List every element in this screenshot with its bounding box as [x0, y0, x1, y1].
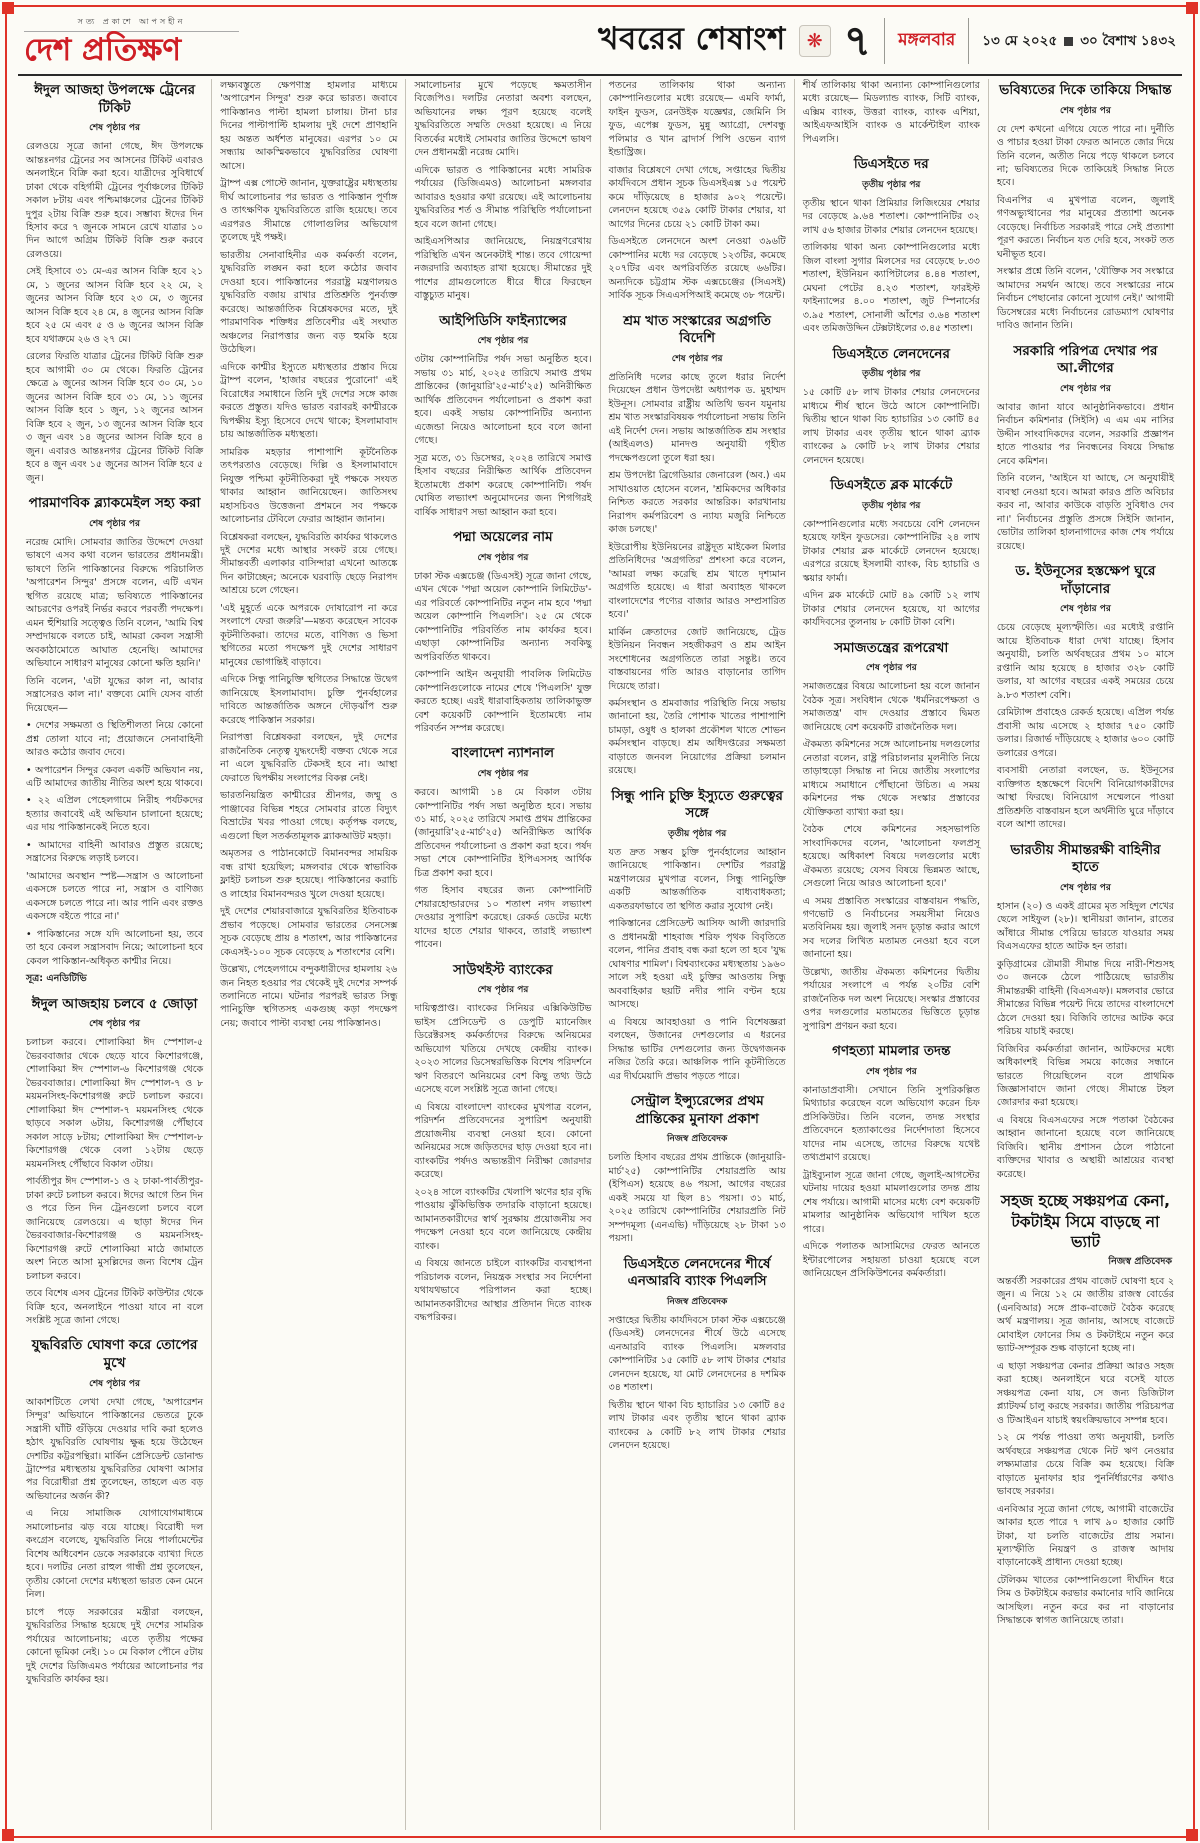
article-paragraph: ভারতনিয়ন্ত্রিত কাশ্মীরের শ্রীনগর, জম্মু ও পাঞ্জাবের বিভিন্ন শহরে সোমবার রাতে বিদ্যুৎ বিভ্রাটের খবর পাওয়া গেছে। কর্তৃপক্ষ বলছে, এগুলো ছিল সতর্কতামূলক ব্ল্যাকআউট মহড়া। — [220, 790, 398, 842]
article-paragraph: ট্রাইব্যুনাল সূত্রে জানা গেছে, জুলাই-আগস্টের ঘটনায় দায়ের হওয়া মামলাগুলোর তদন্ত প্রায় শেষ পর্যায়ে। আগামী মাসের মধ্যে বেশ কয়েকটি মামলার আনুষ্ঠানিক অভিযোগ দাখিল হতে পারে। — [802, 1169, 980, 1235]
article-paragraph: এনবিআর সূত্রে জানা গেছে, আগামী বাজেটের আকার হতে পারে ৭ লাখ ৯০ হাজার কোটি টাকা, যা চলতি বাজেটের প্রায় সমান। মূল্যস্ফীতি নিয়ন্ত্রণ ও রাজস্ব আদায় বাড়ানোকেই প্রাধান্য দেওয়া হচ্ছে। — [996, 1503, 1175, 1569]
article — [414, 529, 591, 735]
article-paragraph: এ বিষয়ে বিএসএফের সঙ্গে পতাকা বৈঠকের আহ্বান জানানো হয়েছে বলে জানিয়েছে বিজিবি। স্থানীয় প্রশাসন ঠেলে পাঠানো ব্যক্তিদের খাবার ও অস্থায়ী আশ্রয়ের ব্যবস্থা করেছে। — [996, 1114, 1175, 1180]
article-headline: গণহত্যা মামলার তদন্ত — [832, 1043, 951, 1060]
masthead-tagline: সত্য প্রকাশে আপসহীন — [24, 16, 239, 32]
article — [609, 313, 786, 778]
article-paragraph: এ সময় প্রস্তাবিত সংস্কারের বাস্তবায়ন পদ্ধতি, গণভোট ও নির্বাচনের সময়সীমা নিয়েও মতবিনিময় হয়। জুলাই সনদ চূড়ান্ত করার আগে সব দলের লিখিত মতামত নেওয়া হবে বলে জানানো হয়। — [802, 895, 980, 961]
continued-from-tag: শেষ পৃষ্ঠার পর — [89, 518, 140, 529]
article-paragraph: ট্রাম্প এক্স পোস্টে জানান, যুক্তরাষ্ট্রের মধ্যস্থতায় দীর্ঘ আলোচনার পর ভারত ও পাকিস্তান পূর্ণাঙ্গ ও তাৎক্ষণিক যুদ্ধবিরতিতে রাজি হয়েছে। তবে এরপরও সীমান্তে গোলাগুলির অভিযোগ তুলেছে দুই পক্ষই। — [220, 178, 398, 244]
article-paragraph: বিশ্লেষকরা বলছেন, যুদ্ধবিরতি কার্যকর থাকলেও দুই দেশের মধ্যে আস্থার সংকট রয়ে গেছে। সীমান্তবর্তী এলাকার বাসিন্দারা এখনো আতঙ্কে দিন কাটাচ্ছেন; অনেকে ঘরবাড়ি ছেড়ে নিরাপদ আশ্রয়ে চলে গেছেন। — [220, 531, 398, 597]
corner-mark — [2, 1829, 14, 1841]
article-paragraph: চাপে পড়ে সরকারের মন্ত্রীরা বলছেন, যুদ্ধবিরতির সিদ্ধান্ত হয়েছে দুই দেশের সামরিক পর্যায়ের আলোচনায়; এতে তৃতীয় পক্ষের কোনো ভূমিকা নেই। ১০ মে বিকাল পৌনে ৫টায় দুই দেশের ডিজিএমও পর্যায়ের আলোচনার পর যুদ্ধবিরতি কার্যকর হয়। — [26, 1606, 204, 1686]
article-paragraph: সেই হিসাবে ৩১ মে-এর আসন বিক্রি হবে ২১ মে, ১ জুনের আসন বিক্রি হবে ২২ মে, ২ জুনের আসন বিক্রি হবে ২৩ মে, ৩ জুনের আসন বিক্রি হবে ২৪ মে, ৪ জুনের আসন বিক্রি হবে ২৫ মে এবং ৫ ও ৬ জুনের আসন বিক্রি হবে যথাক্রমে ২৬ ও ২৭ মে। — [26, 266, 204, 345]
article-paragraph: সূত্র মতে, ৩১ ডিসেম্বর, ২০২৪ তারিখে সমাপ্ত হিসাব বছরের নিরীক্ষিত আর্থিক প্রতিবেদন ইতোমধ্যে প্রকাশ করেছে কোম্পানিটি। পর্ষদ ঘোষিত লভ্যাংশ অনুমোদনের জন্য শিগগিরই বার্ষিক সাধারণ সভা আহ্বান করা হবে। — [414, 452, 592, 518]
article — [26, 996, 203, 1328]
article — [26, 495, 203, 986]
article — [997, 82, 1174, 333]
article-headline: ভবিষ্যতের দিকে তাকিয়ে সিদ্ধান্ত — [999, 82, 1172, 98]
article-paragraph: কুড়িগ্রামের রৌমারী সীমান্ত দিয়ে নারী-শিশুসহ ৩০ জনকে ঠেলে পাঠিয়েছে ভারতীয় সীমান্তরক্ষী বাহিনী (বিএসএফ)। মঙ্গলবার ভোরে সীমান্তের বিভিন্ন পয়েন্ট দিয়ে তাদের বাংলাদেশে ঠেলে দেওয়া হয়। বিজিবি তাদের আটক করে পরিচয় যাচাই করছে। — [996, 958, 1175, 1038]
article-headline: শ্রম খাত সংস্কারের অগ্রগতি বিদেশি — [623, 312, 771, 347]
article-paragraph: আকাশটিতে লেখা দেখা গেছে, 'অপারেশন সিন্দুর' অভিযানে পাকিস্তানের ভেতরে ঢুকে সন্ত্রাসী ঘাঁটি গুঁড়িয়ে দেওয়ার দাবি করা হলেও হঠাৎ যুদ্ধবিরতি ঘোষণায় ক্ষুব্ধ হয়ে উঠেছেন দেশটির কট্টরপন্থিরা। মার্কিন প্রেসিডেন্ট ডোনাল্ড ট্রাম্পের মধ্যস্থতায় যুদ্ধবিরতির ঘোষণা আসার পর বিরোধীরা প্রশ্ন তুলেছেন, তাহলে এত বড় অভিযানের অর্জন কী? — [26, 1396, 204, 1502]
article — [803, 346, 980, 467]
article-headline: পারমাণবিক ব্ল্যাকমেইল সহ্য করা — [28, 495, 201, 512]
page-header — [18, 13, 1182, 76]
article-paragraph: দ্বিতীয় স্থানে থাকা বিচ হ্যাচারির ১৩ কোটি ৪৫ লাখ টাকার এবং তৃতীয় স্থানে থাকা ব্র্যাক ব্যাংকের ৯ কোটি ৮২ লাখ টাকার শেয়ার লেনদেন হয়েছে। — [608, 1399, 786, 1452]
article-paragraph: • আমাদের বাহিনী আবারও প্রস্তুত রয়েছে; সন্ত্রাসের বিরুদ্ধে লড়াই চলবে। — [26, 839, 204, 865]
article-paragraph: নিরাপত্তা বিশ্লেষকরা বলছেন, দুই দেশের রাজনৈতিক নেতৃত্ব যুদ্ধংদেহী বক্তব্য থেকে সরে না এলে যুদ্ধবিরতি টেকসই হবে না। আস্থা ফেরাতে দ্বিপক্ষীয় সংলাপের বিকল্প নেই। — [220, 732, 398, 784]
article-paragraph: উল্লেখ্য, জাতীয় ঐকমত্য কমিশনের দ্বিতীয় পর্যায়ের সংলাপে এ পর্যন্ত ২০টির বেশি রাজনৈতিক দল অংশ নিয়েছে। সংস্কার প্রস্তাবের ওপর দলগুলোর মতামতের ভিত্তিতে চূড়ান্ত সুপারিশ প্রণয়ন করা হবে। — [802, 966, 980, 1032]
article-headline: আইপিডিসি ফাইন্যান্সের — [439, 312, 567, 329]
continued-from-tag: শেষ পৃষ্ঠার পর — [865, 1066, 917, 1077]
article-paragraph: তৃতীয় স্থানে থাকা প্রিমিয়ার লিজিংয়ের শেয়ার দর বেড়েছে ৯.৬৪ শতাংশ। কোম্পানিটির ৩২ লাখ ৫৬ হাজার টাকার শেয়ার লেনদেন হয়েছে। — [802, 197, 980, 236]
continued-from-tag: শেষ পৃষ্ঠার পর — [89, 1019, 140, 1030]
article-paragraph: এ নিয়ে সামাজিক যোগাযোগমাধ্যমে সমালোচনার ঝড় বয়ে যাচ্ছে। বিরোধী দল কংগ্রেস বলেছে, যুদ্ধবিরতি নিয়ে পার্লামেন্টের বিশেষ অধিবেশন ডেকে সরকারকে ব্যাখ্যা দিতে হবে। দলটির নেতা রাহুল গান্ধী প্রশ্ন তুলেছেন, তৃতীয় কোনো দেশের মধ্যস্থতা ভারত কেন মেনে নিল। — [26, 1508, 204, 1601]
continued-from-tag: শেষ পৃষ্ঠার পর — [671, 353, 723, 364]
article-paragraph: বিজিবির কর্মকর্তারা জানান, আটকদের মধ্যে অধিকাংশই বিভিন্ন সময়ে কাজের সন্ধানে ভারতে গিয়েছিলেন বলে প্রাথমিক জিজ্ঞাসাবাদে জানা গেছে। সীমান্তে টহল জোরদার করা হয়েছে। — [996, 1043, 1175, 1109]
article-headline: ভারতীয় সীমান্তরক্ষী বাহিনীর হাতে — [1010, 841, 1161, 876]
article-paragraph: আবার জানা যাবে আনুষ্ঠানিকভাবে। প্রধান নির্বাচন কমিশনার (সিইসি) এ এম এম নাসির উদ্দীন সাংবাদিকদের বলেন, সরকারি প্রজ্ঞাপন হাতে পাওয়ার পর নিবন্ধনের বিষয়ে সিদ্ধান্ত নেবে কমিশন। — [996, 401, 1175, 467]
article-paragraph: তিনি বলেন, 'এটা যুদ্ধের কাল না, আবার সন্ত্রাসেরও কাল না।' বক্তব্যে মোদি যেসব বার্তা দিয়েছেন— — [26, 675, 204, 714]
article-paragraph: প্রতিনিধি দলের কাছে তুলে ধরার নির্দেশ দিয়েছেন প্রধান উপদেষ্টা অধ্যাপক ড. মুহাম্মদ ইউনূস। সোমবার রাষ্ট্রীয় অতিথি ভবন যমুনায় শ্রম খাত সংস্কারবিষয়ক পর্যালোচনা সভায় তিনি এই নির্দেশ দেন। সভায় আন্তর্জাতিক শ্রম সংস্থার (আইএলও) মানদণ্ড অনুযায়ী গৃহীত পদক্ষেপগুলো তুলে ধরা হয়। — [608, 371, 786, 464]
news-column — [601, 79, 795, 1830]
article — [609, 1256, 786, 1453]
article — [609, 788, 786, 1083]
continued-from-tag: শেষ পৃষ্ঠার পর — [477, 985, 529, 996]
continued-from-tag: তৃতীয় পৃষ্ঠার পর — [862, 369, 921, 380]
page-number: ৭ — [843, 16, 872, 65]
article-paragraph: মার্কিন ক্রেতাদের জোট জানিয়েছে, ট্রেড ইউনিয়ন নিবন্ধন সহজীকরণ ও শ্রম আইন সংশোধনের অগ্রগতিতে তারা সন্তুষ্ট। তবে বাস্তবায়নের গতি আরও বাড়ানোর তাগিদ দিয়েছে তারা। — [608, 626, 786, 692]
continued-from-tag: শেষ পৃষ্ঠার পর — [1060, 604, 1111, 615]
news-column — [989, 79, 1182, 1830]
article-paragraph: বিএনপির এ মুখপাত্র বলেন, জুলাই গণঅভ্যুত্থানের পর মানুষের প্রত্যাশা অনেক বেড়েছে। নির্বাচিত সরকারই পারে সেই প্রত্যাশা পূরণ করতে। নির্বাচন যত দেরি হবে, সংকট তত ঘনীভূত হবে। — [996, 194, 1175, 260]
article-paragraph: কোম্পানিগুলোর মধ্যে সবচেয়ে বেশি লেনদেন হয়েছে ফাইন ফুডসের। কোম্পানিটির ২৪ লাখ টাকার শেয়ার ব্লক মার্কেটে লেনদেন হয়েছে। এরপরে রয়েছে ইসলামী ব্যাংক, বিচ হ্যাচারি ও স্কয়ার ফার্মা। — [802, 518, 980, 584]
article-paragraph: এ বিষয়ে জানতে চাইলে ব্যাংকটির ব্যবস্থাপনা পরিচালক বলেন, নিয়ন্ত্রক সংস্থার সব নির্দেশনা যথাযথভাবে পরিপালন করা হচ্ছে। আমানতকারীদের আস্থার প্রতিদান দিতে ব্যাংক বদ্ধপরিকর। — [414, 1258, 592, 1324]
article-paragraph: ৩টায় কোম্পানিটির পর্ষদ সভা অনুষ্ঠিত হবে। সভায় ৩১ মার্চ, ২০২৫ তারিখে সমাপ্ত প্রথম প্রান্তিকের (জানুয়ারি'২৫-মার্চ'২৫) অনিরীক্ষিত আর্থিক প্রতিবেদন পর্যালোচনা ও প্রকাশ করা হবে। একই সভায় কোম্পানিটির অন্যান্য এজেন্ডা নিয়েও আলোচনা হবে বলে জানা গেছে। — [414, 354, 592, 447]
article-paragraph: তবে বিশেষ এসব ট্রেনের টিকিট কাউন্টার থেকে বিক্রি হবে, অনলাইনে পাওয়া যাবে না বলে সংশ্লিষ্ট সূত্রে জানা গেছে। — [26, 1288, 204, 1326]
article-paragraph: এদিকে ভারত ও পাকিস্তানের মধ্যে সামরিক পর্যায়ের (ডিজিএমও) আলোচনা মঙ্গলবার আবারও হওয়ার কথা রয়েছে। এই আলোচনায় যুদ্ধবিরতির শর্ত ও সীমান্ত পরিস্থিতি পর্যালোচনা হবে বলে জানা গেছে। — [414, 164, 592, 230]
article — [803, 79, 980, 146]
article-headline: যুদ্ধবিরতি ঘোষণা করে তোপের মুখে — [31, 1337, 198, 1372]
date-bangla: ৩০ বৈশাখ ১৪৩২ — [1080, 32, 1176, 49]
article-paragraph: নরেন্দ্র মোদি। সোমবার জাতির উদ্দেশে দেওয়া ভাষণে এসব কথা বলেন ভারতের প্রধানমন্ত্রী। ভাষণে তিনি পাকিস্তানের বিরুদ্ধে পরিচালিত 'অপারেশন সিন্দুর' প্রসঙ্গে বলেন, এটি এখন স্থগিত রয়েছে মাত্র; ভবিষ্যতে পাকিস্তানের আচরণের ওপরই নির্ভর করবে পরবর্তী পদক্ষেপ। এমন হুঁশিয়ারি সত্ত্বেও তিনি বলেন, 'আমি বিশ্ব সম্প্রদায়কে বলতে চাই, আমরা কেবল সন্ত্রাসী অবকাঠামোতে আঘাত হেনেছি। আমাদের অভিযানে সাধারণ মানুষের কোনো ক্ষতি হয়নি।' — [26, 536, 204, 670]
continued-from-tag: তৃতীয় পৃষ্ঠার পর — [862, 179, 921, 190]
article-paragraph: এদিন ব্লক মার্কেটে মোট ৪৯ কোটি ১২ লাখ টাকার শেয়ার লেনদেন হয়েছে, যা আগের কার্যদিবসের তুলনায় ৮ কোটি টাকা বেশি। — [802, 590, 980, 629]
article-paragraph: যে দেশ কখনো এগিয়ে যেতে পারে না। দুর্নীতি ও পাচার হওয়া টাকা ফেরত আনতে জোর দিয়ে তিনি বলেন, অতীত নিয়ে পড়ে থাকলে চলবে না; ভবিষ্যতের দিকে তাকিয়েই সিদ্ধান্ত নিতে হবে। — [996, 123, 1175, 189]
article-headline: সমাজতন্ত্রের রূপরেখা — [834, 639, 949, 656]
article — [414, 313, 591, 519]
article — [609, 79, 786, 303]
masthead-name: দেশ প্রতিক্ষণ — [24, 31, 182, 68]
article-paragraph: কর্মসংস্থান ও শ্রমবাজার পরিস্থিতি নিয়ে সভায় জানানো হয়, তৈরি পোশাক খাতের পাশাপাশি চামড়া, ওষুধ ও হালকা প্রকৌশল খাতে শোভন কর্মসংস্থান বাড়ছে। শ্রম অধিদপ্তরের সক্ষমতা বাড়াতে জনবল নিয়োগের প্রক্রিয়া চলমান রয়েছে। — [608, 697, 786, 777]
article-paragraph: শ্রম উপদেষ্টা ব্রিগেডিয়ার জেনারেল (অব.) এম সাখাওয়াত হোসেন বলেন, 'শ্রমিকদের অধিকার নিশ্চিত করতে সরকার আন্তরিক। কারখানায় নিরাপদ কর্মপরিবেশ ও ন্যায্য মজুরি নিশ্চিতে কাজ চলছে।' — [608, 470, 786, 536]
header-right-cluster — [598, 15, 1176, 67]
continued-from-tag: শেষ পৃষ্ঠার পর — [477, 769, 529, 780]
article-paragraph: সপ্তাহের দ্বিতীয় কার্যদিবসে ঢাকা স্টক এক্সচেঞ্জে (ডিএসই) লেনদেনের শীর্ষে উঠে এসেছে এনআরবি ব্যাংক পিএলসি। মঙ্গলবার কোম্পানিটির ১৫ কোটি ৫৮ লাখ টাকার শেয়ার লেনদেন হয়েছে, যা মোট লেনদেনের ৪ দশমিক ৩৪ শতাংশ। — [608, 1314, 786, 1394]
article — [803, 640, 980, 1034]
article — [803, 156, 980, 335]
date-gregorian: ১৩ মে ২০২৫ — [982, 32, 1058, 49]
article — [414, 745, 591, 951]
continued-from-tag: শেষ পৃষ্ঠার পর — [477, 336, 529, 347]
columns — [18, 76, 1182, 1830]
article-headline: ডিএসইতে লেনদেনের — [832, 345, 950, 362]
article-paragraph: সমাজতন্ত্রের বিষয়ে আলোচনা হয় বলে জানান বৈঠক সূত্র। সংবিধান থেকে 'ধর্মনিরপেক্ষতা ও সমাজতন্ত্র' বাদ দেওয়ার প্রস্তাবে দ্বিমত জানিয়েছে বেশ কয়েকটি রাজনৈতিক দল। — [802, 681, 980, 733]
continued-from-tag: শেষ পৃষ্ঠার পর — [89, 123, 140, 134]
article-paragraph: ১৫ কোটি ৫৮ লাখ টাকার শেয়ার লেনদেনের মাধ্যমে শীর্ষ স্থানে উঠে আসে কোম্পানিটি। দ্বিতীয় স্থানে থাকা বিচ হ্যাচারির ১৩ কোটি ৪৫ লাখ টাকার এবং তৃতীয় স্থানে থাকা ব্র্যাক ব্যাংকের ৯ কোটি ৮২ লাখ টাকার শেয়ার লেনদেন হয়েছে। — [802, 387, 980, 466]
article-paragraph: তালিকায় থাকা অন্য কোম্পানিগুলোর মধ্যে জিল বাংলা সুগার মিলসের দর বেড়েছে ৮.৩৩ শতাংশ, ইউনিয়ন ক্যাপিটালের ৪.৪৪ শতাংশ, মেঘনা পেটের ৪.২৩ শতাংশ, ফারইস্ট ফাইন্যান্সের ৪.০০ শতাংশ, জুট স্পিনার্সের ৩.৯৫ শতাংশ, সোনালী আঁশের ৩.৬৪ শতাংশ এবং তমিজউদ্দিন টেক্সটাইলের ৩.৪৫ শতাংশ। — [802, 242, 980, 335]
continued-from-tag: শেষ পৃষ্ঠার পর — [1060, 383, 1111, 394]
article — [220, 79, 397, 1030]
article-paragraph: যত দ্রুত সম্ভব চুক্তি পুনর্বহালের আহ্বান জানিয়েছে পাকিস্তান। দেশটির পররাষ্ট্র মন্ত্রণালয়ের মুখপাত্র বলেন, সিন্ধু পানিচুক্তি একটি আন্তর্জাতিক বাধ্যবাধকতা; একতরফাভাবে তা স্থগিত করার সুযোগ নেই। — [608, 846, 786, 912]
article — [997, 343, 1174, 553]
section-title: খবরের শেষাংশ — [598, 21, 786, 57]
article-paragraph: সূত্র: এনডিটিভি — [26, 973, 87, 985]
article-paragraph: রেলের ফিরতি যাত্রার ট্রেনের টিকিট বিক্রি শুরু হবে আগামী ৩০ মে থেকে। ফিরতি ট্রেনের ক্ষেত্রে ৯ জুনের আসন বিক্রি হবে ৩০ মে, ১০ জুনের আসন বিক্রি হবে ৩১ মে, ১১ জুনের আসন বিক্রি হবে ১ জুন, ১২ জুনের আসন বিক্রি হবে ২ জুন, ১৩ জুনের আসন বিক্রি হবে ৩ জুন এবং ১৪ জুনের আসন বিক্রি হবে ৪ জুন। এবারও আন্তঃনগর ট্রেনের টিকিট বিক্রি হবে ৪ জুন এবং ১৫ জুনের আসন বিক্রি হবে ৫ জুন। — [26, 351, 204, 484]
weekday-label: মঙ্গলবার — [898, 30, 956, 50]
continued-from-tag: তৃতীয় পৃষ্ঠার পর — [862, 500, 921, 511]
article-headline: সিন্ধু পানি চুক্তি ইস্যুতে গুরুত্বের সঙ্গে — [611, 787, 783, 822]
masthead — [24, 16, 239, 67]
continued-from-tag: শেষ পৃষ্ঠার পর — [1060, 105, 1111, 116]
corner-mark — [2, 2, 14, 14]
article-paragraph: ভারতীয় সেনাবাহিনীর এক কর্মকর্তা বলেন, যুদ্ধবিরতি লঙ্ঘন করা হলে কঠোর জবাব দেওয়া হবে। পাকিস্তানের পররাষ্ট্র মন্ত্রণালয়ও যুদ্ধবিরতি বজায় রাখার প্রতিশ্রুতি পুনর্ব্যক্ত করেছে। আন্তর্জাতিক বিশ্লেষকদের মতে, দুই পারমাণবিক শক্তিধর প্রতিবেশীর এই সংঘাত অঞ্চলের নিরাপত্তার জন্য বড় হুমকি হয়ে উঠেছিল। — [220, 249, 398, 356]
article-headline: ঈদুল আজহা উপলক্ষে ট্রেনের টিকিট — [34, 82, 196, 116]
continued-from-tag: তৃতীয় পৃষ্ঠার পর — [667, 828, 727, 839]
article — [803, 477, 980, 629]
article-paragraph: হাসান (২০) ও একই গ্রামের মৃত সহিদুল শেখের ছেলে সাইফুল (২৮)। স্থানীয়রা জানান, রাতের আঁধারে সীমান্ত পেরিয়ে ভারতে যাওয়ার সময় বিএসএফের হাতে আটক হন তারা। — [996, 900, 1175, 953]
article-headline: সেন্ট্রাল ইন্স্যুরেন্সের প্রথম প্রান্তিকের মুনাফা প্রকাশ — [630, 1093, 764, 1127]
article-headline: সরকারি পরিপত্র দেখার পর আ.লীগের — [1013, 342, 1158, 377]
news-column — [795, 79, 989, 1830]
date-line — [982, 30, 1176, 53]
article-paragraph: ডিএসইতে লেনদেনে অংশ নেওয়া ৩৯৬টি কোম্পানির মধ্যে দর বেড়েছে ১২৩টির, কমেছে ২০৭টির এবং অপরিবর্তিত রয়েছে ৬৬টির। অন্যদিকে চট্টগ্রাম স্টক এক্সচেঞ্জের (সিএসই) সার্বিক সূচক সিএএসপিআই কমেছে ৩৮ পয়েন্ট। — [608, 236, 786, 302]
news-column — [18, 79, 212, 1830]
article-paragraph: গত হিসাব বছরের জন্য কোম্পানিটি শেয়ারহোল্ডারদের ১০ শতাংশ নগদ লভ্যাংশ দেওয়ার সুপারিশ করেছে। রেকর্ড ডেটের মধ্যে যাদের হাতে শেয়ার থাকবে, তারাই লভ্যাংশ পাবেন। — [414, 885, 592, 951]
continued-from-tag: শেষ পৃষ্ঠার পর — [89, 1378, 140, 1389]
article-paragraph: • দেশের সক্ষমতা ও স্থিতিশীলতা নিয়ে কোনো প্রশ্ন তোলা যাবে না; প্রয়োজনে সেনাবাহিনী আরও কঠোর জবাব দেবে। — [26, 720, 204, 759]
news-column — [406, 79, 600, 1830]
article — [26, 82, 203, 485]
article-paragraph: সামরিক মহড়ার পাশাপাশি কূটনৈতিক তৎপরতাও বেড়েছে। দিল্লি ও ইসলামাবাদে নিযুক্ত পশ্চিমা কূটনীতিকরা দুই পক্ষকে সংযত থাকার আহ্বান জানিয়েছেন। জাতিসংঘ মহাসচিবও উত্তেজনা প্রশমনে সব পক্ষকে আলোচনার টেবিলে ফেরার আহ্বান জানান। — [220, 446, 398, 526]
article-paragraph: ইউরোপীয় ইউনিয়নের রাষ্ট্রদূত মাইকেল মিলার প্রতিনিধিদের 'অগ্রগতির' প্রশংসা করে বলেন, 'আমরা লক্ষ্য করেছি শ্রম খাতে দৃশ্যমান অগ্রগতি হয়েছে। এ ধারা অব্যাহত থাকলে বাংলাদেশের পণ্যের বাজার আরও সম্প্রসারিত হবে।' — [608, 541, 786, 621]
article-paragraph: পার্বতীপুর ঈদ স্পেশাল-১ ও ২ ঢাকা-পার্বতীপুর-ঢাকা রুটে চলাচল করবে। ঈদের আগে তিন দিন ও পরে তিন দিন ট্রেনগুলো চলবে বলে জানিয়েছে রেলওয়ে। এ ছাড়া ঈদের দিন ভৈরববাজার-কিশোরগঞ্জ ও ময়মনসিংহ-কিশোরগঞ্জ রুটে শোলাকিয়া মাঠে জামাতে অংশ নিতে আসা মুসল্লিদের জন্য বিশেষ ট্রেন চলাচল করবে। — [26, 1176, 204, 1282]
article-paragraph: লক্ষ্যবস্তুতে ক্ষেপণাস্ত্র হামলার মাধ্যমে 'অপারেশন সিন্দুর' শুরু করে ভারত। জবাবে পাকিস্তানও পাল্টা হামলা চালায়। টানা চার দিনের পাল্টাপাল্টি হামলায় দুই দেশে প্রাণহানি হয় অন্তত অর্ধশত মানুষের। এরপর ১০ মে সন্ধ্যায় আকস্মিকভাবে যুদ্ধবিরতির ঘোষণা আসে। — [220, 80, 398, 172]
article-paragraph: এ বিষয়ে আবহাওয়া ও পানি বিশেষজ্ঞরা বলছেন, উজানের দেশগুলোর এ ধরনের সিদ্ধান্ত ভাটির দেশগুলোর জন্য উদ্বেগজনক নজির তৈরি করে। আঞ্চলিক পানি কূটনীতিতে এর দীর্ঘমেয়াদি প্রভাব পড়তে পারে। — [608, 1016, 786, 1082]
section-logo-icon: ❋ — [799, 25, 831, 57]
article-headline: সহজ হচ্ছে সঞ্চয়পত্র কেনা, টকটাইম সিমে বাড়ছে না ভ্যাট — [1000, 1192, 1170, 1251]
article-paragraph: কোম্পানি আইন অনুযায়ী পাবলিক লিমিটেড কোম্পানিগুলোকে নামের শেষে 'পিএলসি' যুক্ত করতে হচ্ছে। এরই ধারাবাহিকতায় তালিকাভুক্ত বেশ কয়েকটি কোম্পানি ইতোমধ্যে নাম পরিবর্তন সম্পন্ন করেছে। — [414, 669, 592, 734]
article-paragraph: 'এই মুহূর্তে একে অপরকে দোষারোপ না করে সংলাপে ফেরা জরুরি'—মন্তব্য করেছেন সাবেক কূটনীতিকরা। তাদের মতে, বাণিজ্য ও ভিসা স্থগিতের মতো পদক্ষেপ দুই দেশের সাধারণ মানুষের ভোগান্তিই বাড়াবে। — [220, 602, 398, 668]
article-paragraph: এদিকে কাশ্মীর ইস্যুতে মধ্যস্থতার প্রস্তাব দিয়ে ট্রাম্প বলেন, 'হাজার বছরের পুরোনো' এই বিরোধের সমাধানে তিনি দুই দেশের সঙ্গে কাজ করতে প্রস্তুত। যদিও ভারত বরাবরই কাশ্মীরকে দ্বিপক্ষীয় ইস্যু হিসেবে দেখে থাকে; ইসলামাবাদ চায় আন্তর্জাতিক মধ্যস্থতা। — [220, 361, 398, 441]
article-paragraph: এদিকে সিন্ধু পানিচুক্তি স্থগিতের সিদ্ধান্তে উদ্বেগ জানিয়েছে ইসলামাবাদ। চুক্তি পুনর্বহালের দাবিতে আন্তর্জাতিক অঙ্গনে দৌড়ঝাঁপ শুরু করেছে পাকিস্তান সরকার। — [220, 674, 398, 726]
article-paragraph: • ২২ এপ্রিল পেহেলগামে নিরীহ পর্যটকদের হত্যার জবাবেই এই অভিযান চালানো হয়েছে; এর দায় পাকিস্তানকেই নিতে হবে। — [26, 795, 204, 834]
article-paragraph: দুই দেশের শেয়ারবাজারে যুদ্ধবিরতির ইতিবাচক প্রভাব পড়েছে। সোমবার ভারতের সেনসেক্স সূচক বেড়েছে প্রায় ৪ শতাংশ, আর পাকিস্তানের কেএসই-১০০ সূচক বেড়েছে ৯ শতাংশের বেশি। — [220, 906, 398, 958]
article-paragraph: পাকিস্তানের প্রেসিডেন্ট আসিফ আলী জারদারি ও প্রধানমন্ত্রী শাহবাজ শরিফ পৃথক বিবৃতিতে বলেন, পানির প্রবাহ বন্ধ করা হলে তা হবে 'যুদ্ধ ঘোষণার শামিল'। বিশ্বব্যাংকের মধ্যস্থতায় ১৯৬০ সালে সই হওয়া এই চুক্তির আওতায় সিন্ধু অববাহিকার ছয়টি নদীর পানি বণ্টন হয়ে আসছে। — [608, 918, 786, 1011]
article-paragraph: ২০২৪ সালে ব্যাংকটির খেলাপি ঋণের হার বৃদ্ধি পাওয়ায় ঝুঁকিভিত্তিক তদারকি বাড়ানো হয়েছে। আমানতকারীদের স্বার্থ সুরক্ষায় প্রয়োজনীয় সব পদক্ষেপ নেওয়া হবে বলে জানিয়েছে কেন্দ্রীয় ব্যাংক। — [414, 1186, 592, 1252]
corner-mark — [1186, 1829, 1198, 1841]
article — [414, 79, 591, 303]
article — [997, 842, 1174, 1182]
article-paragraph: করবে। আগামী ১৪ মে বিকাল ৩টায় কোম্পানিটির পর্ষদ সভা অনুষ্ঠিত হবে। সভায় ৩১ মার্চ, ২০২৫ তারিখে সমাপ্ত প্রথম প্রান্তিকের (জানুয়ারি'২৫-মার্চ'২৫) অনিরীক্ষিত আর্থিক প্রতিবেদন পর্যালোচনা ও প্রকাশ করা হবে। পর্ষদ সভা শেষে কোম্পানিটির ইপিএসসহ আর্থিক চিত্র প্রকাশ করা হবে। — [414, 787, 592, 879]
article-paragraph: শীর্ষ তালিকায় থাকা অন্যান্য কোম্পানিগুলোর মধ্যে রয়েছে— মিডল্যান্ড ব্যাংক, সিটি ব্যাংক, এক্সিম ব্যাংক, উত্তরা ব্যাংক, ব্যাংক এশিয়া, আইএফআইসি ব্যাংক ও মার্কেন্টাইল ব্যাংক পিএলসি। — [802, 80, 980, 145]
continued-from-tag: শেষ পৃষ্ঠার পর — [865, 663, 917, 674]
article-paragraph: আইএসপিআর জানিয়েছে, নিয়ন্ত্রণরেখায় পরিস্থিতি এখন অনেকটাই শান্ত। তবে গোয়েন্দা নজরদারি অব্যাহত রাখা হয়েছে। সীমান্তের দুই পাশের গ্রামগুলোতে ধীরে ধীরে ফিরছেন বাস্তুচ্যুত মানুষ। — [414, 236, 592, 302]
article-paragraph: চলাচল করবে। শোলাকিয়া ঈদ স্পেশাল-৫ ভৈরববাজার থেকে ছেড়ে যাবে কিশোরগঞ্জে, শোলাকিয়া ঈদ স্পেশাল-৬ কিশোরগঞ্জ থেকে ভৈরববাজার। শোলাকিয়া ঈদ স্পেশাল-৭ ও ৮ ময়মনসিংহ-কিশোরগঞ্জ রুটে চলাচল করবে। শোলাকিয়া ঈদ স্পেশাল-৭ ময়মনসিংহ থেকে ছাড়বে সকাল ৬টায়, কিশোরগঞ্জ পৌঁছাবে সকাল সাড়ে ৮টায়; শোলাকিয়া ঈদ স্পেশাল-৮ কিশোরগঞ্জ থেকে বেলা ১২টায় ছেড়ে ময়মনসিংহ পৌঁছাবে বিকাল ৩টায়। — [26, 1037, 204, 1170]
continued-from-tag: নিজস্ব প্রতিবেদক — [666, 1296, 728, 1307]
article-paragraph: ঐকমত্য কমিশনের সঙ্গে আলোচনায় দলগুলোর নেতারা বলেন, রাষ্ট্র পরিচালনার মূলনীতি নিয়ে তাড়াহুড়ো সিদ্ধান্ত না নিয়ে জাতীয় সংলাপের মাধ্যমে সমাধানে পৌঁছানো উচিত। এ সময় কমিশনের পক্ষ থেকে সংস্কার প্রস্তাবের যৌক্তিকতা ব্যাখ্যা করা হয়। — [802, 739, 980, 818]
header-divider — [884, 18, 885, 64]
article-paragraph: • পাকিস্তানের সঙ্গে যদি আলোচনা হয়, তবে তা হবে কেবল সন্ত্রাসবাদ নিয়ে; আলোচনা হবে কেবল পাকিস্তান-অধিকৃত কাশ্মীর নিয়ে। — [26, 928, 204, 967]
news-column — [212, 79, 406, 1830]
article-paragraph: এদিকে পলাতক আসামিদের ফেরত আনতে ইন্টারপোলের সহায়তা চাওয়া হয়েছে বলে জানিয়েছেন প্রসিকিউশনের কর্মকর্তারা। — [802, 1241, 980, 1280]
article-paragraph: অন্তর্বর্তী সরকারের প্রথম বাজেট ঘোষণা হবে ২ জুন। এ নিয়ে ১২ মে জাতীয় রাজস্ব বোর্ডের (এনবিআর) সঙ্গে প্রাক-বাজেট বৈঠক করেছে অর্থ মন্ত্রণালয়। সূত্র জানায়, আসছে বাজেটে মোবাইল ফোনের সিম ও টকটাইমে নতুন করে ভ্যাট-সম্পূরক শুল্ক বাড়ানো হচ্ছে না। — [996, 1275, 1175, 1355]
article-paragraph: টেলিকম খাতের কোম্পানিগুলো দীর্ঘদিন ধরে সিম ও টকটাইমে করভার কমানোর দাবি জানিয়ে আসছিল। নতুন করে কর না বাড়ানোর সিদ্ধান্তকে স্বাগত জানিয়েছে তারা। — [996, 1574, 1175, 1627]
article-paragraph: অমৃতসর ও পাঠানকোটে বিমানবন্দর সাময়িক বন্ধ রাখা হয়েছিল; মঙ্গলবার থেকে স্বাভাবিক ফ্লাইট চলাচল শুরু হয়েছে। পাকিস্তানের করাচি ও লাহোর বিমানবন্দরও খুলে দেওয়া হয়েছে। — [220, 848, 398, 900]
article-paragraph: ব্যবসায়ী নেতারা বলছেন, ড. ইউনূসের ব্যক্তিগত হস্তক্ষেপে বিদেশি বিনিয়োগকারীদের আস্থা ফিরছে। বিনিয়োগ সম্মেলনে পাওয়া প্রতিশ্রুতি বাস্তবায়ন হলে অর্থনীতি ঘুরে দাঁড়াবে বলে আশা তাদের। — [996, 765, 1175, 831]
article-headline: ড. ইউনূসের হস্তক্ষেপ ঘুরে দাঁড়ানোর — [1015, 563, 1156, 597]
article-headline: ঈদুল আজহায় চলবে ৫ জোড়া — [31, 995, 198, 1012]
article-paragraph: চেয়ে বেড়েছে মূল্যস্ফীতি। এর মধ্যেই রপ্তানি আয়ে ইতিবাচক ধারা দেখা যাচ্ছে। হিসাব অনুযায়ী, চলতি অর্থবছরের প্রথম ১০ মাসে রপ্তানি আয় হয়েছে ৪ হাজার ৩২৮ কোটি ডলার, যা আগের বছরের একই সময়ের চেয়ে ৯.৮৩ শতাংশ বেশি। — [996, 622, 1175, 701]
article-headline: পদ্মা অয়েলের নাম — [453, 529, 553, 546]
article-paragraph: উল্লেখ্য, পেহেলগামে বন্দুকধারীদের হামলায় ২৬ জন নিহত হওয়ার পর থেকেই দুই দেশের সম্পর্ক তলানিতে নামে। ঘটনার পরপরই ভারত সিন্ধু পানিচুক্তি স্থগিতসহ একগুচ্ছ কড়া পদক্ষেপ নেয়; জবাবে পাল্টা ব্যবস্থা নেয় পাকিস্তানও। — [220, 964, 398, 1029]
article-paragraph: বৈঠক শেষে কমিশনের সহসভাপতি সাংবাদিকদের বলেন, 'আলোচনা ফলপ্রসূ হয়েছে। অধিকাংশ বিষয়ে দলগুলোর মধ্যে ঐকমত্য রয়েছে; যেসব বিষয়ে ভিন্নমত আছে, সেগুলো নিয়ে আরও আলোচনা হবে।' — [802, 824, 980, 890]
continued-from-tag: শেষ পৃষ্ঠার পর — [1060, 882, 1111, 893]
date-separator-icon — [1064, 37, 1073, 46]
article-byline: নিজস্ব প্রতিবেদক — [1108, 1255, 1173, 1267]
article-paragraph: ১২ মে পর্যন্ত পাওয়া তথ্য অনুযায়ী, চলতি অর্থবছরে সঞ্চয়পত্র থেকে নিট ঋণ নেওয়ার লক্ষ্যমাত্রার চেয়ে বিক্রি কম হয়েছে। বিক্রি বাড়াতে মুনাফার হার পুনর্নির্ধারণের কথাও ভাবছে সরকার। — [996, 1432, 1175, 1498]
article-paragraph: কানাডাপ্রবাসী। সেখানে তিনি সুপরিকল্পিত মিথ্যাচার করেছেন বলে অভিযোগ করেন চিফ প্রসিকিউটর। তিনি বলেন, তদন্ত সংস্থার প্রতিবেদনে হত্যাকাণ্ডের নির্দেশদাতা হিসেবে যাদের নাম এসেছে, তাদের বিরুদ্ধে যথেষ্ট তথ্যপ্রমাণ রয়েছে। — [802, 1084, 980, 1164]
article-paragraph: এ বিষয়ে বাংলাদেশ ব্যাংকের মুখপাত্র বলেন, পরিদর্শন প্রতিবেদনের সুপারিশ অনুযায়ী প্রয়োজনীয় ব্যবস্থা নেওয়া হবে। কোনো অনিয়মের সঙ্গে জড়িতদের ছাড় দেওয়া হবে না। ব্যাংকটির পর্ষদও অভ্যন্তরীণ নিরীক্ষা জোরদার করেছে। — [414, 1101, 592, 1181]
article-headline: ডিএসইতে ব্লক মার্কেটে — [830, 477, 953, 494]
article-headline: ডিএসইতে দর — [853, 156, 929, 173]
article-paragraph: ঢাকা স্টক এক্সচেঞ্জ (ডিএসই) সূত্রে জানা গেছে, এখন থেকে 'পদ্মা অয়েল কোম্পানি লিমিটেড'-এর পরিবর্তে কোম্পানিটির নতুন নাম হবে 'পদ্মা অয়েল কোম্পানি পিএলসি'। ২৫ মে থেকে কোম্পানিটির পরিবর্তিত নাম কার্যকর হবে। এছাড়া কোম্পানিটির অন্যান্য সবকিছু অপরিবর্তিত থাকবে। — [414, 570, 592, 663]
article-headline: সাউথইস্ট ব্যাংকের — [453, 961, 553, 978]
article-paragraph: রেমিট্যান্স প্রবাহেও রেকর্ড হয়েছে। এপ্রিল পর্যন্ত প্রবাসী আয় এসেছে ২ হাজার ৭৫০ কোটি ডলার। রিজার্ভ দাঁড়িয়েছে ২ হাজার ৬০০ কোটি ডলারের ওপরে। — [996, 707, 1175, 759]
article-paragraph: এ ছাড়া সঞ্চয়পত্র কেনার প্রক্রিয়া আরও সহজ করা হচ্ছে। অনলাইনে ঘরে বসেই যাতে সঞ্চয়পত্র কেনা যায়, সে জন্য ডিজিটাল প্ল্যাটফর্ম চালু করছে সরকার। জাতীয় পরিচয়পত্র ও টিআইএন যাচাই স্বয়ংক্রিয়ভাবে সম্পন্ন হবে। — [996, 1360, 1175, 1426]
article — [997, 1191, 1174, 1628]
article-headline: ডিএসইতে লেনদেনের শীর্ষে এনআরবি ব্যাংক পিএলসি — [623, 1255, 771, 1290]
article-paragraph: সমালোচনার মুখে পড়েছে ক্ষমতাসীন বিজেপিও। দলটির নেতারা অবশ্য বলছেন, অভিযানের লক্ষ্য পূরণ হয়েছে বলেই যুদ্ধবিরতিতে সম্মতি দেওয়া হয়েছে। এ নিয়ে বিতর্কের মধ্যেই সোমবার জাতির উদ্দেশে ভাষণ দেন প্রধানমন্ত্রী নরেন্দ্র মোদি। — [414, 80, 592, 159]
article-paragraph: সংস্কার প্রশ্নে তিনি বলেন, 'যৌক্তিক সব সংস্কারে আমাদের সমর্থন আছে। তবে সংস্কারের নামে নির্বাচন পেছানোর কোনো সুযোগ নেই।' আগামী ডিসেম্বরের মধ্যে নির্বাচনের রোডম্যাপ ঘোষণার দাবিও জানান তিনি। — [996, 266, 1175, 332]
article-paragraph: চলতি হিসাব বছরের প্রথম প্রান্তিকে (জানুয়ারি-মার্চ'২৫) কোম্পানিটির শেয়ারপ্রতি আয় (ইপিএস) হয়েছে ৪৬ পয়সা, আগের বছরের একই সময়ে যা ছিল ৪১ পয়সা। ৩১ মার্চ, ২০২৫ তারিখে কোম্পানিটির শেয়ারপ্রতি নিট সম্পদমূল্য (এনএভি) দাঁড়িয়েছে ২৮ টাকা ১৩ পয়সা। — [608, 1152, 786, 1245]
article-paragraph: • অপারেশন সিন্দুর কেবল একটি অভিযান নয়, এটি আমাদের জাতীয় নীতির অংশ হয়ে থাকবে। — [26, 764, 204, 789]
header-divider — [968, 18, 969, 64]
article-paragraph: রেলওয়ে সূত্রে জানা গেছে, ঈদ উপলক্ষে আন্তঃনগর ট্রেনের সব আসনের টিকিট এবারও অনলাইনে বিক্রি করা হবে। যাত্রীদের সুবিধার্থে ঢাকা থেকে বহির্গামী ট্রেনের পূর্বাঞ্চলের টিকিট সকাল ৮টায় এবং পশ্চিমাঞ্চলের ট্রেনের টিকিট দুপুর ২টায় বিক্রি শুরু হবে। সম্ভাব্য ঈদের দিন হিসাব করে ৭ জুনকে সামনে রেখে যাত্রার ১০ দিন আগে অগ্রিম টিকিট বিক্রি শুরু করবে রেলওয়ে। — [26, 141, 204, 260]
article — [26, 1337, 203, 1686]
article-paragraph: পতনের তালিকায় থাকা অন্যান্য কোম্পানিগুলোর মধ্যে রয়েছে— এমবি ফার্মা, ফাইন ফুডস, রেনউইক যজ্ঞেশ্বর, জেমিনি সি ফুড, এপেক্স ফুডস, মুন্নু অ্যাগ্রো, দেশবন্ধু পলিমার ও খান ব্রাদার্স পিপি ওভেন ব্যাগ ইন্ডাস্ট্রিজ। — [608, 80, 786, 159]
article-headline: বাংলাদেশ ন্যাশনাল — [451, 745, 555, 762]
corner-mark — [1186, 2, 1198, 14]
continued-from-tag: নিজস্ব প্রতিবেদক — [666, 1134, 728, 1145]
continued-from-tag: শেষ পৃষ্ঠার পর — [477, 552, 529, 563]
article-paragraph: 'আমাদের অবস্থান স্পষ্ট—সন্ত্রাস ও আলোচনা একসঙ্গে চলতে পারে না, সন্ত্রাস ও বাণিজ্য একসঙ্গে চলতে পারে না। আর পানি এবং রক্তও একসঙ্গে বইতে পারে না।' — [26, 870, 204, 923]
article-paragraph: দায়িত্বপ্রাপ্ত। ব্যাংকের সিনিয়র এক্সিকিউটিভ ভাইস প্রেসিডেন্ট ও ডেপুটি ম্যানেজিং ডিরেক্টরসহ কর্মকর্তাদের বিরুদ্ধে অনিয়মের অভিযোগ খতিয়ে দেখছে কেন্দ্রীয় ব্যাংক। ২০২৩ সালের ডিসেম্বরভিত্তিক বিশেষ পরিদর্শনে ঋণ বিতরণে অনিয়মের বেশ কিছু তথ্য উঠে এসেছে বলে সংশ্লিষ্ট সূত্রে জানা গেছে। — [414, 1003, 592, 1096]
article — [803, 1043, 980, 1280]
article — [609, 1093, 786, 1245]
article — [997, 563, 1174, 831]
article — [414, 962, 591, 1325]
article-paragraph: বাজার বিশ্লেষণে দেখা গেছে, সপ্তাহের দ্বিতীয় কার্যদিবসে প্রধান সূচক ডিএসইএক্স ১৫ পয়েন্ট কমে দাঁড়িয়েছে ৪ হাজার ৯০২ পয়েন্টে। লেনদেন হয়েছে ৩৫৯ কোটি টাকার শেয়ার, যা আগের দিনের চেয়ে ২১ কোটি টাকা কম। — [608, 164, 786, 230]
article-paragraph: তিনি বলেন, 'আইনে যা আছে, সে অনুযায়ীই ব্যবস্থা নেওয়া হবে। আমরা কারও প্রতি অবিচার করব না, আবার কাউকে বাড়তি সুবিধাও দেব না।' নির্বাচনের প্রস্তুতি প্রসঙ্গে সিইসি জানান, ভোটার তালিকা হালনাগাদের কাজ শেষ পর্যায়ে রয়েছে। — [996, 473, 1175, 552]
